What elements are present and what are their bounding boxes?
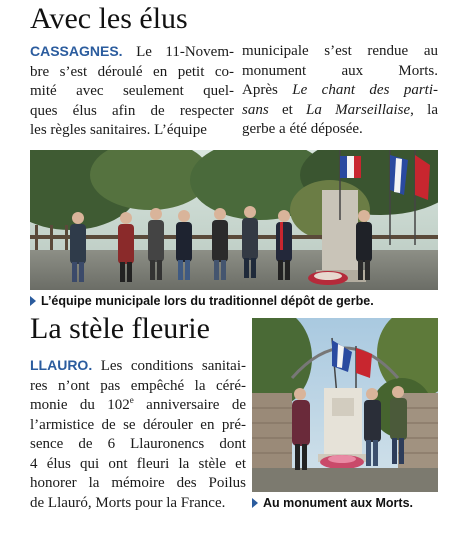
photo-illustration xyxy=(30,150,438,290)
article2-line: 4 élus qui ont fleuri la stèle et xyxy=(30,455,246,472)
article2-text: anniversaire de xyxy=(133,397,247,413)
article1-col2-line: municipale s’est rendue au xyxy=(242,43,438,59)
caption-marker-icon xyxy=(30,296,36,306)
song-title: Le chant des parti- xyxy=(292,82,438,98)
article1-text: Après xyxy=(242,82,278,98)
caption-marker-icon xyxy=(252,498,258,508)
article2-line xyxy=(30,356,246,377)
article2-text: Les conditions sanitai- xyxy=(100,358,247,374)
article2-line: sence de 6 Llauronencs dont xyxy=(30,436,246,452)
article1-col2-line xyxy=(242,81,438,101)
article1-col1-line xyxy=(30,42,234,63)
article2-line xyxy=(30,396,246,416)
photo1-caption-text: L’équipe municipale lors du traditionnel dépôt de gerbe. xyxy=(41,294,374,308)
article2-column xyxy=(30,356,246,513)
article1-text: et xyxy=(281,101,293,118)
photo1-caption xyxy=(30,294,374,308)
article1-column-2 xyxy=(242,42,438,140)
article1-text: Le 11-Novem- xyxy=(136,44,234,60)
article2-line: honorer la mémoire des Poilus xyxy=(30,475,246,491)
article1-col1-line: ques élus afin de respecter xyxy=(30,102,234,119)
article2-line: de Llauró, Morts pour la France. xyxy=(30,494,226,511)
photo2-caption xyxy=(252,496,413,510)
article1-col1-line: les règles sanitaires. L’équipe xyxy=(30,122,207,138)
article1-col1-line: bre s’est déroulé en petit co- xyxy=(30,63,234,80)
article1-kicker: CASSAGNES. xyxy=(30,43,123,59)
photo-wreath-ceremony xyxy=(30,150,438,290)
photo2-caption-text: Au monument aux Morts. xyxy=(263,496,414,510)
photo-illustration xyxy=(252,318,438,492)
article2-kicker: LLAURO. xyxy=(30,357,93,373)
article2-line: l’armistice de se dérouler en pré- xyxy=(30,416,246,433)
superscript: e xyxy=(129,395,134,405)
article1-headline: Avec les élus xyxy=(30,2,188,35)
article1-text: , la xyxy=(410,101,438,118)
article1-col2-line: gerbe a été déposée. xyxy=(242,121,363,137)
article2-text: monie du 102 xyxy=(30,397,130,413)
article1-col2-line xyxy=(242,101,438,121)
song-title: La Marseillaise xyxy=(306,101,411,118)
article2-headline: La stèle fleurie xyxy=(30,312,210,345)
article1-col2-line: monument aux Morts. xyxy=(242,62,438,79)
photo-monument xyxy=(252,318,438,492)
article1-col1-line: mité avec seulement quel- xyxy=(30,83,234,99)
song-title: sans xyxy=(242,101,269,118)
article1-column-1 xyxy=(30,42,234,141)
article2-line: res n’ont pas empêché la céré- xyxy=(30,377,246,394)
